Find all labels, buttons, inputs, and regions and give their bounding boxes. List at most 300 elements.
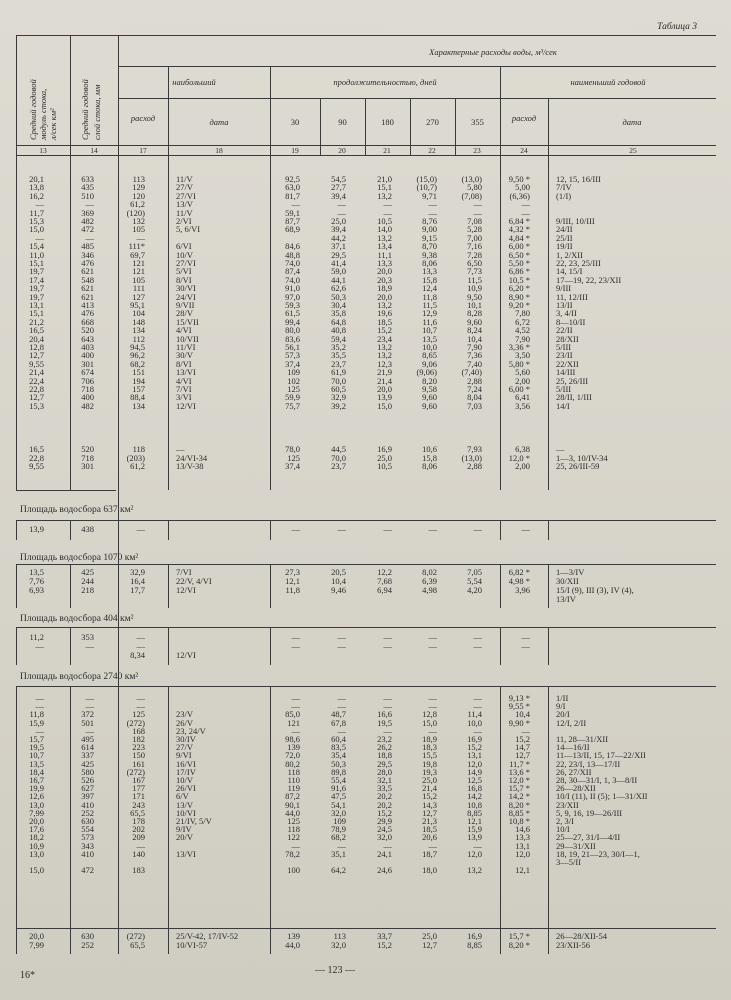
table-cell: 13,8 [29, 182, 44, 193]
table-cell: 476 [81, 308, 94, 319]
table-cell: 7,99 [29, 940, 44, 950]
table-cell: 26—28/XII [556, 783, 596, 794]
table-cell: 7,40 [467, 358, 482, 369]
table-cell: — [35, 693, 44, 703]
table-cell: 12,0 [467, 848, 482, 859]
table-cell: 6,82 * [508, 567, 530, 577]
table-cell: 48,8 [285, 249, 300, 260]
table-cell: 64,2 [331, 865, 346, 876]
table-cell: 6,38 [515, 444, 530, 454]
table-cell: 13/IV [556, 594, 576, 604]
table-cell: 28, 30—31/I, 1, 3—8/II [556, 775, 638, 785]
table-cell: 54,1 [331, 799, 346, 810]
table-cell: 92,5 [285, 174, 300, 184]
table-cell: 30/VI [176, 283, 196, 294]
table-cell: — [473, 701, 482, 712]
table-cell: — [291, 641, 300, 651]
table-cell: 178 [132, 816, 145, 826]
table-cell: 35,8 [331, 308, 346, 319]
table-cell: 13,0 [29, 848, 44, 859]
table-cell: 23,4 [377, 333, 392, 344]
table-cell: — [428, 840, 437, 851]
table-cell: 8,34 [130, 650, 145, 660]
table-cell: 15,7 * [508, 931, 530, 941]
table-cell: 7/VI [176, 384, 192, 394]
table-cell: 16,6 [377, 709, 392, 720]
table-cell: — [337, 199, 346, 210]
table-cell: 14, 15/I [556, 266, 583, 277]
table-cell: 14,9 [467, 766, 482, 777]
table-cell: — [337, 701, 346, 712]
table-cell: 4,32 * [508, 224, 530, 235]
table-cell: 8,06 [422, 461, 437, 472]
table-cell: — [85, 693, 94, 703]
table-cell: — [428, 641, 437, 651]
table-cell: 183 [132, 865, 145, 876]
table-cell: 27,7 [331, 182, 346, 193]
table-cell: 122 [287, 832, 300, 843]
table-cell: 14—16/II [556, 742, 590, 753]
table-cell: 580 [81, 766, 94, 777]
table-cell: 218 [81, 585, 94, 595]
table-cell: 17—19, 22, 23/XII [556, 274, 622, 285]
table-cell: 18, 19, 21—23, 30/I—1, [556, 848, 640, 859]
table-cell: 35,1 [331, 848, 346, 859]
table-cell: 10,4 [467, 333, 482, 344]
table-cell: — [428, 701, 437, 712]
table-cell: 12,2 [377, 567, 392, 577]
table-cell: (13,0) [461, 452, 482, 463]
table-cell: 23/V [176, 709, 193, 720]
signature-mark: 16* [20, 970, 35, 981]
table-cell: 120 [132, 190, 145, 201]
header-col13-line3: л/сек км² [48, 108, 58, 140]
table-cell: 182 [132, 734, 145, 744]
table-cell: 4/VI [176, 375, 192, 386]
header-max: наибольший [172, 77, 216, 87]
table-cell: — [136, 641, 145, 651]
table-cell: 12,7 [422, 940, 437, 950]
table-cell: 15,2 [422, 791, 437, 802]
table-cell: 94,5 [130, 342, 145, 352]
table-cell: 30/IV [176, 734, 196, 744]
table-cell: 4,98 * [508, 576, 530, 586]
table-cell: 167 [132, 775, 145, 785]
table-cell: 22,8 [29, 384, 44, 394]
table-cell: 19,8 [422, 758, 437, 769]
table-cell: 7,00 [467, 232, 482, 243]
table-cell: 24/VI [176, 291, 196, 302]
table-cell: 425 [81, 567, 94, 577]
table-cell: — [383, 199, 392, 210]
table-cell: 15,3 [29, 400, 44, 411]
table-cell: 11,8 [29, 709, 44, 720]
table-cell: 8—10/II [556, 316, 586, 327]
table-cell: 20,0 [377, 266, 392, 277]
table-cell: 59,3 [285, 300, 300, 310]
table-cell: 13,5 [29, 567, 44, 577]
table-cell: 21,3 [422, 816, 437, 826]
header-group: Характерные расходы воды, м³/сек [429, 47, 557, 57]
table-cell: 10,1 [467, 300, 482, 310]
table-cell: 39,4 [331, 190, 346, 201]
table-cell: 22,4 [29, 375, 44, 386]
table-cell: 10,0 [467, 717, 482, 728]
table-cell: 134 [132, 400, 145, 411]
table-cell: 4,84 * [508, 232, 530, 243]
table-cell: 12/I, 2/II [556, 717, 587, 728]
table-cell: 80,0 [285, 325, 300, 336]
table-cell: 11,8 [422, 291, 437, 302]
table-cell: 8,06 [422, 258, 437, 268]
table-cell: — [291, 693, 300, 703]
table-cell: 29—31/XII [556, 840, 596, 851]
table-cell: 27,3 [285, 567, 300, 577]
table-cell: 9,60 [422, 392, 437, 403]
table-cell: 10/VII [176, 333, 199, 344]
table-cell: 20,6 [422, 832, 437, 843]
table-cell: 400 [81, 350, 94, 361]
table-cell: 343 [81, 840, 94, 851]
table-cell: 78,9 [331, 824, 346, 835]
table-cell: 19,7 [29, 291, 44, 302]
table-cell: 5,50 * [508, 258, 530, 268]
table-label: Таблица 3 [657, 22, 697, 32]
table-cell: 5, 6/VI [176, 224, 201, 235]
table-cell: 98,6 [285, 734, 300, 744]
table-cell: 88,4 [130, 392, 145, 403]
table-cell: 3—5/II [556, 857, 582, 867]
table-cell: 6,50 * [508, 249, 530, 260]
table-cell: 150 [132, 750, 145, 761]
table-cell: 8,04 [467, 392, 482, 403]
table-cell: 14,0 [377, 224, 392, 235]
table-cell: 17,6 [29, 824, 44, 835]
table-cell: 59,9 [285, 392, 300, 403]
table-cell: (9,06) [416, 367, 437, 378]
table-cell: 16/VI [176, 758, 196, 769]
table-cell: 15,0 [29, 224, 44, 235]
table-cell: 337 [81, 750, 94, 761]
table-cell: 25/V-42, 17/IV-52 [176, 931, 239, 941]
table-cell: 3, 4/II [556, 308, 577, 319]
table-cell: 18,3 [422, 742, 437, 753]
table-cell: — [85, 725, 94, 736]
table-cell: 15/VII [176, 316, 199, 327]
table-cell: 8,28 [467, 308, 482, 319]
table-cell: 8,76 [422, 216, 437, 226]
table-cell: 20,2 [377, 791, 392, 802]
table-cell: (7,40) [461, 367, 482, 378]
table-cell: 12,0 [515, 848, 530, 859]
table-cell: 29,5 [331, 249, 346, 260]
section-title: Площадь водосбора 1070 км² [20, 553, 139, 563]
table-cell: 12,8 [422, 709, 437, 720]
table-cell: 23, 24/V [176, 725, 206, 736]
table-cell: 13/VI [176, 848, 196, 859]
table-cell: 129 [132, 182, 145, 193]
table-cell: 674 [81, 367, 94, 378]
table-cell: 12,1 [467, 816, 482, 826]
table-cell: 5,00 [515, 182, 530, 193]
table-cell: — [337, 524, 346, 534]
table-cell: 6,41 [515, 392, 530, 403]
table-cell: 5/VI [176, 266, 192, 277]
table-cell: 68,2 [331, 832, 346, 843]
table-cell: 15,2 [467, 742, 482, 753]
table-cell: 6,84 * [508, 216, 530, 226]
table-cell: 1—3/IV [556, 567, 585, 577]
table-cell: 13,2 [467, 865, 482, 876]
table-cell: 110 [287, 775, 300, 785]
table-cell: 14,2 [467, 791, 482, 802]
table-cell: 17,4 [29, 274, 44, 285]
table-cell: 6,86 * [508, 266, 530, 277]
table-cell: 7,80 [515, 308, 530, 319]
table-cell: 20,1 [29, 174, 44, 184]
table-cell: 12,0 * [508, 775, 530, 785]
table-cell: 13,2 [377, 350, 392, 361]
table-cell: 59,4 [331, 333, 346, 344]
table-cell: 61,2 [130, 461, 145, 472]
table-cell: 6,00 * [508, 241, 530, 252]
table-cell: 9,60 [467, 316, 482, 327]
table-cell: 81,7 [285, 190, 300, 201]
table-cell: 118 [287, 824, 300, 835]
table-cell: 485 [81, 241, 94, 252]
table-cell: 11,5 [422, 300, 437, 310]
table-cell: 11,0 [29, 249, 44, 260]
table-cell: 67,8 [331, 717, 346, 728]
table-cell: 157 [132, 384, 145, 394]
table-cell: 112 [132, 333, 145, 344]
table-cell: 7/IV [556, 182, 572, 193]
table-cell: 44,2 [331, 232, 346, 243]
table-cell: 12,1 [515, 865, 530, 876]
table-cell: — [35, 725, 44, 736]
table-cell: 10/I [556, 824, 570, 835]
table-cell: 18,5 [377, 316, 392, 327]
table-cell: 16,9 [467, 931, 482, 941]
table-cell: — [383, 641, 392, 651]
table-cell: 10/VI [176, 807, 196, 818]
table-cell: 3,50 [515, 350, 530, 361]
table-cell: 472 [81, 224, 94, 235]
table-cell: 96,2 [130, 350, 145, 361]
table-cell: 25,0 [377, 452, 392, 463]
table-cell: 10,7 [29, 750, 44, 761]
table-cell: 13,5 [29, 758, 44, 769]
table-cell: 15,8 [422, 452, 437, 463]
table-cell: — [291, 840, 300, 851]
table-cell: 14/III [556, 367, 576, 378]
table-cell: 27/V [176, 182, 193, 193]
table-cell: 57,3 [285, 350, 300, 361]
table-cell: 9/III [556, 283, 572, 294]
table-cell: 13,1 [515, 840, 530, 851]
table-cell: 3,36 * [508, 342, 530, 352]
table-cell: 87,2 [285, 791, 300, 802]
table-cell: 438 [81, 524, 94, 534]
table-cell: 9/III, 10/III [556, 216, 595, 226]
table-cell: 11/V [176, 207, 193, 218]
table-cell: 89,8 [331, 766, 346, 777]
table-cell: 22, 23/I, 13—17/II [556, 758, 621, 769]
table-cell: — [35, 232, 44, 243]
table-cell: (203) [126, 452, 145, 463]
table-cell: 10,5 [377, 216, 392, 226]
table-cell: 5/III [556, 384, 572, 394]
table-cell: 15,1 [377, 182, 392, 193]
table-cell: — [337, 840, 346, 851]
table-cell: 22, 23, 25/III [556, 258, 601, 268]
table-cell: 18,7 [422, 848, 437, 859]
table-cell: 25,0 [422, 931, 437, 941]
table-cell: 16,9 [377, 444, 392, 454]
table-cell: — [35, 701, 44, 712]
table-cell: 16,2 [29, 190, 44, 201]
header-col13-line1: Средний годовой [28, 79, 38, 140]
table-cell: 21/IV, 5/V [176, 816, 212, 826]
table-cell: 11,7 [29, 207, 44, 218]
table-cell: 20/I [556, 709, 570, 720]
table-cell: 15,1 [29, 308, 44, 319]
table-cell: 13,0 [29, 799, 44, 810]
table-cell: 6/V [176, 791, 189, 802]
table-cell: 2,00 [515, 375, 530, 386]
table-cell: 33,7 [377, 931, 392, 941]
table-cell: 9,90 * [508, 717, 530, 728]
table-cell: 19/II [556, 241, 573, 252]
table-cell: 16,8 [467, 783, 482, 794]
table-cell: 425 [81, 758, 94, 769]
table-cell: 10,7 [422, 325, 437, 336]
table-cell: 13,2 [377, 342, 392, 352]
table-cell: 11/VI [176, 342, 196, 352]
table-cell: 85,0 [285, 709, 300, 720]
table-cell: 643 [81, 333, 94, 344]
table-cell: — [473, 725, 482, 736]
table-cell: — [473, 207, 482, 218]
table-cell: 29,9 [377, 816, 392, 826]
table-cell: 10,4 [515, 709, 530, 720]
table-cell: 10/V [176, 775, 193, 785]
table-cell: 3/VI [176, 392, 192, 403]
table-cell: — [337, 725, 346, 736]
table-cell: — [473, 693, 482, 703]
table-cell: 9/I [556, 701, 566, 712]
table-cell: 6,39 [422, 576, 437, 586]
table-cell: 118 [132, 444, 145, 454]
table-cell: 7,03 [467, 400, 482, 411]
table-cell: 12,7 [29, 392, 44, 403]
table-cell: 28,0 [377, 766, 392, 777]
table-cell: 11,5 [467, 274, 482, 285]
table-cell: 7,05 [467, 567, 482, 577]
table-cell: 15,4 [29, 241, 44, 252]
table-cell: 75,7 [285, 400, 300, 411]
table-cell: 171 [132, 791, 145, 802]
table-cell: 12/VI [176, 585, 196, 595]
table-cell: 13/V-38 [176, 461, 204, 472]
table-cell: 7,90 [467, 342, 482, 352]
table-cell: 25,0 [331, 216, 346, 226]
table-cell: 60,4 [331, 734, 346, 744]
table-cell: 630 [81, 931, 94, 941]
table-cell: 8,20 * [508, 940, 530, 950]
table-cell: 7,90 [515, 333, 530, 344]
table-cell: — [291, 632, 300, 642]
table-cell: 9,71 [422, 190, 437, 201]
table-cell: 118 [287, 766, 300, 777]
table-cell: 18,9 [377, 283, 392, 294]
table-cell: 353 [81, 632, 94, 642]
table-cell: 32,0 [377, 832, 392, 843]
table-cell: — [473, 199, 482, 210]
table-cell: 15/I (9), III (3), IV (4), [556, 585, 634, 595]
table-cell: 84,6 [285, 241, 300, 252]
table-cell: 19,5 [29, 742, 44, 753]
table-cell: — [383, 632, 392, 642]
table-cell: 15,2 [377, 940, 392, 950]
table-cell: 13,3 [377, 258, 392, 268]
table-cell: 10,9 [29, 840, 44, 851]
header-max-date: дата [209, 117, 229, 127]
table-cell: 44,5 [331, 444, 346, 454]
table-cell: 15,2 [377, 325, 392, 336]
table-cell: 37,4 [285, 461, 300, 472]
table-cell: 369 [81, 207, 94, 218]
table-cell: 621 [81, 266, 94, 277]
table-cell: 10/VI-57 [176, 940, 208, 950]
table-cell: 614 [81, 742, 94, 753]
table-cell: — [521, 641, 530, 651]
table-cell: 24,5 [377, 824, 392, 835]
table-cell: 14,2 * [508, 791, 530, 802]
table-cell: 70,0 [331, 375, 346, 386]
table-cell: 4,20 [467, 585, 482, 595]
table-cell: 11—13/II, 15, 17—22/XII [556, 750, 646, 761]
table-cell: — [291, 725, 300, 736]
header-col14-line2: слой стока, мм [92, 84, 102, 140]
section-title: Площадь водосбора 637 км² [20, 505, 134, 515]
table-cell: 9,20 * [508, 300, 530, 310]
table-cell: — [136, 840, 145, 851]
table-cell: — [521, 725, 530, 736]
table-cell: 15,9 [29, 717, 44, 728]
table-cell: 8,65 [422, 350, 437, 361]
table-cell: 20/V [176, 832, 193, 843]
table-cell: 24,6 [377, 865, 392, 876]
table-cell: 13,2 [377, 190, 392, 201]
table-cell: 10,8 [467, 799, 482, 810]
table-cell: 16,5 [29, 444, 44, 454]
table-cell: 13,9 [467, 832, 482, 843]
table-cell: 12,8 [29, 342, 44, 352]
table-cell: 87,7 [285, 216, 300, 226]
table-cell: 111 [132, 283, 145, 294]
table-cell: 410 [81, 799, 94, 810]
table-cell: 15,0 [29, 865, 44, 876]
table-cell: 168 [132, 725, 145, 736]
table-cell: 668 [81, 316, 94, 327]
table-cell: 18,4 [29, 766, 44, 777]
table-cell: 37,1 [331, 241, 346, 252]
table-cell: 13/II [556, 300, 573, 310]
table-cell: 1/II [556, 693, 569, 703]
table-cell: 630 [81, 816, 94, 826]
table-cell: 44,1 [331, 274, 346, 285]
